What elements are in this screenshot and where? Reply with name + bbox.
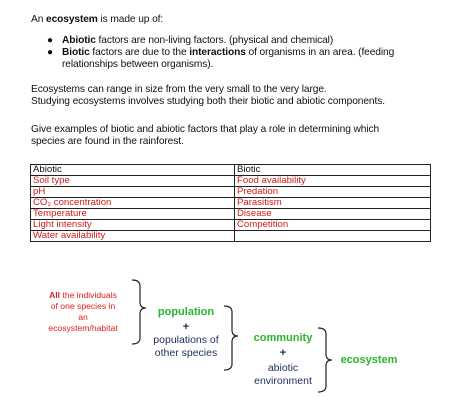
abiotic-line1: abiotic — [267, 362, 299, 374]
table-header-row — [31, 165, 431, 176]
bullet-biotic-term: Biotic — [62, 47, 90, 58]
table-cell-biotic: Parasitism — [235, 198, 431, 209]
abiotic-line2: environment — [254, 375, 312, 387]
community-label: community — [253, 332, 313, 344]
abiotic-environment-label — [238, 362, 328, 388]
bullet-abiotic-term: Abiotic — [62, 35, 96, 46]
table-row — [31, 176, 431, 187]
table-cell-abiotic: CO₂ concentration — [31, 198, 235, 209]
intro-term: ecosystem — [46, 14, 98, 25]
table-row — [31, 220, 431, 231]
bullet-dot-icon: ● — [47, 35, 54, 46]
ecosystem-label: ecosystem — [340, 354, 398, 366]
individuals-line3: an — [78, 312, 88, 322]
population-label: population — [157, 306, 215, 318]
ecosystem-diagram — [0, 270, 474, 418]
individuals-bold: All — [49, 290, 61, 300]
table-cell-abiotic: Water availability — [31, 231, 235, 242]
plus-sign-1: + — [182, 321, 190, 333]
table-cell-biotic: Disease — [235, 209, 431, 220]
factors-table — [30, 164, 431, 242]
individuals-line2: of one species in — [50, 301, 116, 311]
paragraph1-line1: Ecosystems can range in size from the very small to the very large. — [31, 84, 327, 95]
intro-prefix: An — [31, 14, 46, 25]
table-row — [31, 187, 431, 198]
table-header-biotic: Biotic — [235, 165, 431, 176]
paragraph2-line1: Give examples of biotic and abiotic factors that play a role in determining which — [31, 124, 380, 135]
bullet-abiotic — [62, 35, 333, 47]
table-cell-abiotic: pH — [31, 187, 235, 198]
bullet-abiotic-text: factors are non-living factors. (physical and chemical) — [95, 35, 334, 46]
individuals-line4: ecosystem/habitat — [48, 323, 118, 333]
plus-sign-2: + — [279, 347, 287, 359]
table-cell-biotic: Predation — [235, 187, 431, 198]
bullet-biotic — [62, 47, 394, 59]
table-cell-abiotic: Temperature — [31, 209, 235, 220]
table-cell-abiotic: Light intensity — [31, 220, 235, 231]
individuals-label — [36, 290, 130, 334]
table-cell-biotic: Food availability — [235, 176, 431, 187]
bullet-biotic-line2: relationships between organisms). — [62, 59, 214, 70]
table-cell-abiotic: Soil type — [31, 176, 235, 187]
table-cell-biotic: Competition — [235, 220, 431, 231]
individuals-line1: the individuals — [60, 290, 117, 300]
table-row — [31, 231, 431, 242]
bullet-biotic-text-after: of organisms in an area. (feeding — [245, 47, 395, 58]
paragraph2-line2: species are found in the rainforest. — [31, 136, 184, 147]
table-cell-biotic — [235, 231, 431, 242]
bullet-biotic-bold-mid: interactions — [189, 47, 246, 58]
table-header-abiotic: Abiotic — [31, 165, 235, 176]
intro-line — [31, 14, 163, 26]
others-line2: other species — [154, 347, 218, 359]
bullet-biotic-text-before: factors are due to the — [89, 47, 190, 58]
table-row — [31, 209, 431, 220]
bullet-dot-icon: ● — [47, 47, 54, 58]
intro-suffix: is made up of: — [97, 14, 164, 25]
table-row — [31, 198, 431, 209]
other-populations-label — [140, 334, 232, 360]
paragraph1-line2: Studying ecosystems involves studying both their biotic and abiotic components. — [31, 96, 385, 107]
others-line1: populations of — [153, 334, 219, 346]
